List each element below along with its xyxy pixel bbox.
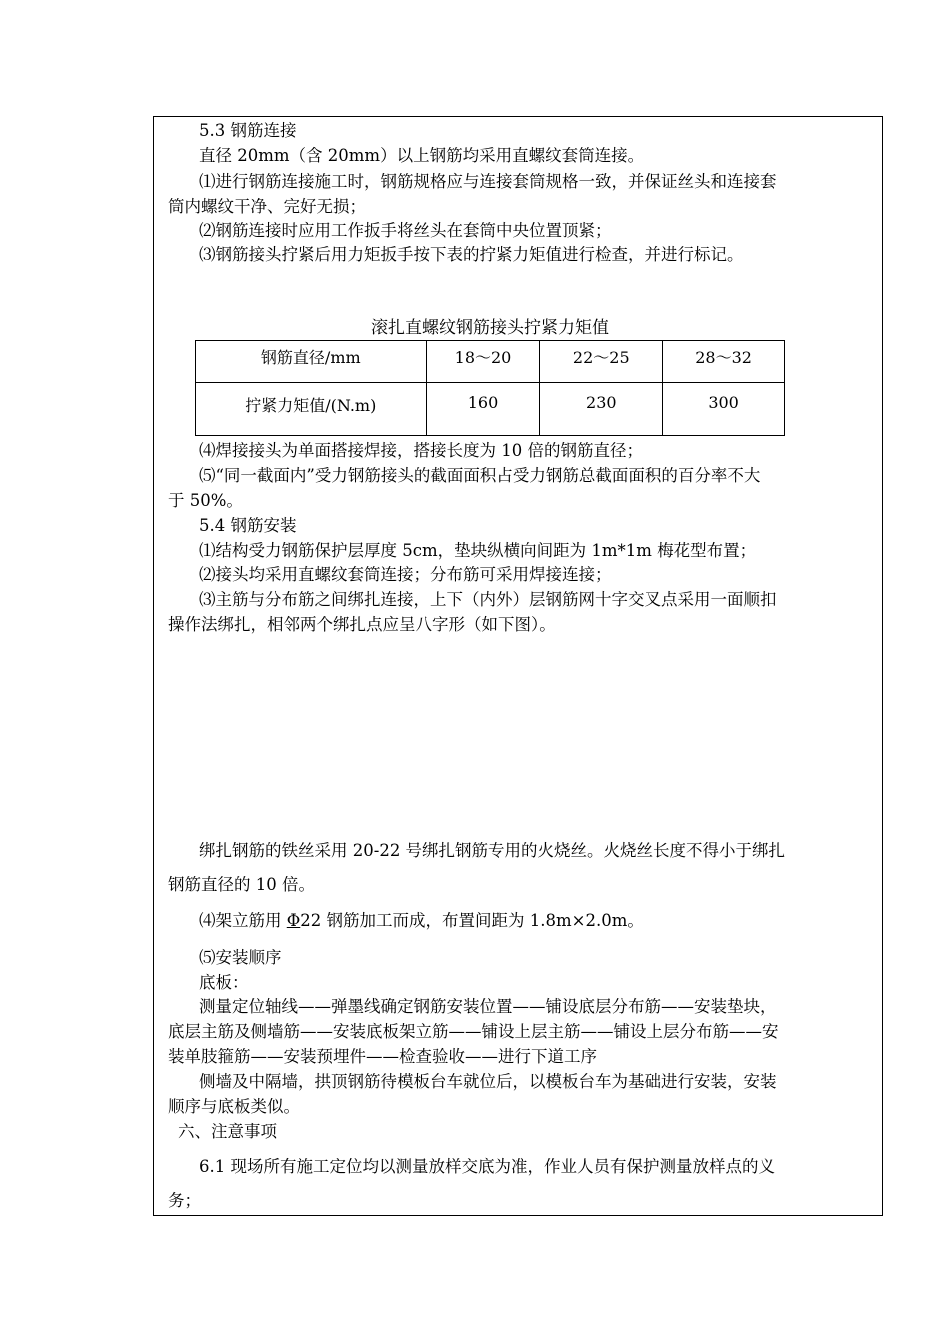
torque-table: [195, 340, 785, 436]
table-cell: 28～32: [663, 341, 785, 383]
sequence-heading: ⑸安装顺序: [199, 948, 282, 967]
section-5-3-intro: 直径 20mm（含 20mm）以上钢筋均采用直螺纹套筒连接。: [199, 146, 645, 165]
item-6-1-line-2: 务；: [168, 1191, 201, 1210]
item-2: ⑵钢筋连接时应用工作扳手将丝头在套筒中央位置顶紧；: [199, 221, 612, 240]
item-1-cover: ⑴结构受力钢筋保护层厚度 5cm，垫块纵横向间距为 1m*1m 梅花型布置；: [199, 541, 757, 560]
tie-wire-line-1: 绑扎钢筋的铁丝采用 20-22 号绑扎钢筋专用的火烧丝。火烧丝长度不得小于绑扎: [199, 841, 786, 860]
item-5-line-2: 于 50%。: [168, 491, 243, 510]
item-6-1-line-1: 6.1 现场所有施工定位均以测量放样交底为准，作业人员有保护测量放样点的义: [199, 1157, 775, 1176]
floor-line-3: 装单肢箍筋——安装预埋件——检查验收——进行下道工序: [168, 1047, 597, 1066]
table-cell: 拧紧力矩值/(N.m): [196, 383, 427, 436]
table-row: [196, 383, 785, 436]
item-4-prefix: ⑷架立筋用: [199, 911, 287, 930]
item-4-frame-bar: [199, 909, 907, 933]
item-3: ⑶钢筋接头拧紧后用力矩扳手按下表的拧紧力矩值进行检查，并进行标记。: [199, 245, 744, 264]
item-4-suffix: 22 钢筋加工而成，布置间距为 1.8m×2.0m。: [300, 911, 644, 930]
section-5-4-heading: 5.4 钢筋安装: [199, 516, 297, 535]
table-cell: 300: [663, 383, 785, 436]
table-cell: 22～25: [540, 341, 663, 383]
item-3-line-2: 操作法绑扎，相邻两个绑扎点应呈八字形（如下图）。: [168, 615, 556, 634]
table-cell: 160: [426, 383, 540, 436]
table-header-row: [196, 341, 785, 383]
item-3-line-1: ⑶主筋与分布筋之间绑扎连接，上下（内外）层钢筋网十字交叉点采用一面顺扣: [199, 590, 777, 609]
floor-line-1: 测量定位轴线——弹墨线确定钢筋安装位置——铺设底层分布筋——安装垫块，: [199, 997, 777, 1016]
table-cell: 230: [540, 383, 663, 436]
phi-symbol: Φ: [286, 911, 301, 930]
item-2-joints: ⑵接头均采用直螺纹套筒连接；分布筋可采用焊接连接；: [199, 565, 612, 584]
wall-line-1: 侧墙及中隔墙，拱顶钢筋待模板台车就位后，以模板台车为基础进行安装，安装: [199, 1072, 777, 1091]
item-4-weld: ⑷焊接接头为单面搭接焊接，搭接长度为 10 倍的钢筋直径；: [199, 441, 643, 460]
wall-line-2: 顺序与底板类似。: [168, 1097, 300, 1116]
table-cell: 钢筋直径/mm: [196, 341, 427, 383]
item-1-line-2: 筒内螺纹干净、完好无损；: [168, 197, 366, 216]
table-cell: 18～20: [426, 341, 540, 383]
section-6-heading: 六、注意事项: [178, 1122, 277, 1141]
table-caption: 滚扎直螺纹钢筋接头拧紧力矩值: [371, 318, 609, 338]
section-5-3-heading: 5.3 钢筋连接: [199, 121, 297, 140]
floor-line-2: 底层主筋及侧墙筋——安装底板架立筋——铺设上层主筋——铺设上层分布筋——安: [168, 1022, 779, 1041]
item-5-line-1: ⑸“同一截面内”受力钢筋接头的截面面积占受力钢筋总截面面积的百分率不大: [199, 466, 761, 485]
item-1-line-1: ⑴进行钢筋连接施工时，钢筋规格应与连接套筒规格一致，并保证丝头和连接套: [199, 172, 777, 191]
tie-wire-line-2: 钢筋直径的 10 倍。: [168, 875, 315, 894]
floor-label: 底板：: [199, 973, 249, 992]
